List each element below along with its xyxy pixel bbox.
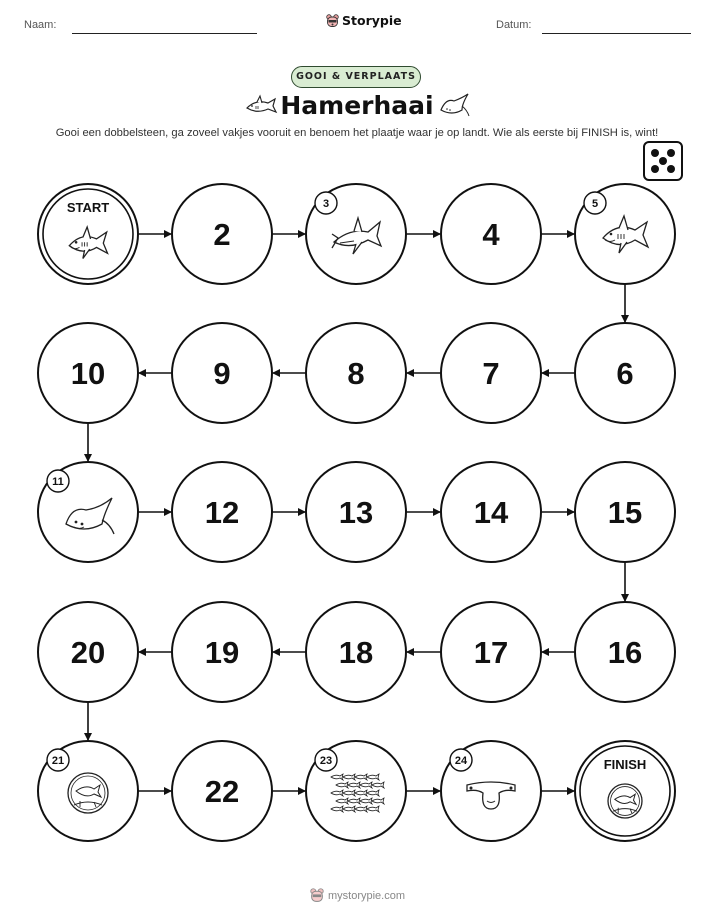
name-label: Naam: xyxy=(24,19,57,31)
space-number: 10 xyxy=(70,356,106,391)
space-number: 9 xyxy=(213,356,231,391)
board-space-19[interactable] xyxy=(172,602,272,702)
board-space-2[interactable] xyxy=(172,184,272,284)
space-label: START xyxy=(66,200,110,215)
space-number: 4 xyxy=(482,217,500,252)
board-space-21[interactable] xyxy=(38,741,138,841)
board-space-3[interactable] xyxy=(306,184,406,284)
board-space-16[interactable] xyxy=(575,602,675,702)
board-space-15[interactable] xyxy=(575,462,675,562)
footer xyxy=(310,888,405,903)
board-space-23[interactable] xyxy=(306,741,406,841)
board-space-13[interactable] xyxy=(306,462,406,562)
board-space-5[interactable] xyxy=(575,184,675,284)
start-space[interactable] xyxy=(38,184,138,284)
board-space-12[interactable] xyxy=(172,462,272,562)
space-number: 18 xyxy=(338,635,374,670)
space-number: 11 xyxy=(52,476,64,488)
finish-space[interactable] xyxy=(575,741,675,841)
page-title: Hamerhaai xyxy=(280,91,434,120)
board-space-7[interactable] xyxy=(441,323,541,423)
activity-badge: GOOI & VERPLAATS xyxy=(291,66,421,88)
space-number: 12 xyxy=(204,495,240,530)
space-number: 2 xyxy=(213,217,231,252)
space-number: 8 xyxy=(347,356,365,391)
board-space-24[interactable] xyxy=(441,741,541,841)
instructions: Gooi een dobbelsteen, ga zoveel vakjes vooruit en benoem het plaatje waar je op landt. Wie als eerste bij FINISH is, wint! xyxy=(55,127,659,139)
footer-url: mystorypie.com xyxy=(328,889,406,902)
board-space-11[interactable] xyxy=(38,462,138,562)
space-number: 17 xyxy=(473,635,509,670)
aquarium-icon xyxy=(68,773,108,813)
aquarium-icon xyxy=(608,784,642,818)
space-number: 15 xyxy=(607,495,643,530)
board-space-10[interactable] xyxy=(38,323,138,423)
space-number: 7 xyxy=(482,356,500,391)
space-number: 21 xyxy=(51,755,65,767)
board-space-14[interactable] xyxy=(441,462,541,562)
board-space-18[interactable] xyxy=(306,602,406,702)
space-label: FINISH xyxy=(603,757,647,772)
space-number: 22 xyxy=(204,774,240,809)
space-number: 3 xyxy=(322,198,330,210)
space-number: 13 xyxy=(338,495,374,530)
date-label: Datum: xyxy=(496,19,532,31)
board-space-8[interactable] xyxy=(306,323,406,423)
brand-name: Storypie xyxy=(342,13,402,28)
space-number: 16 xyxy=(607,635,643,670)
board-space-4[interactable] xyxy=(441,184,541,284)
board-space-9[interactable] xyxy=(172,323,272,423)
space-number: 6 xyxy=(616,356,634,391)
space-number: 14 xyxy=(473,495,509,530)
storypie-logo-icon xyxy=(310,888,324,903)
board-space-20[interactable] xyxy=(38,602,138,702)
board-space-17[interactable] xyxy=(441,602,541,702)
space-number: 24 xyxy=(454,755,468,767)
board-space-6[interactable] xyxy=(575,323,675,423)
board-space-22[interactable] xyxy=(172,741,272,841)
space-number: 20 xyxy=(70,635,106,670)
space-number: 19 xyxy=(204,635,240,670)
space-number: 23 xyxy=(319,755,333,767)
space-number: 5 xyxy=(591,198,599,210)
